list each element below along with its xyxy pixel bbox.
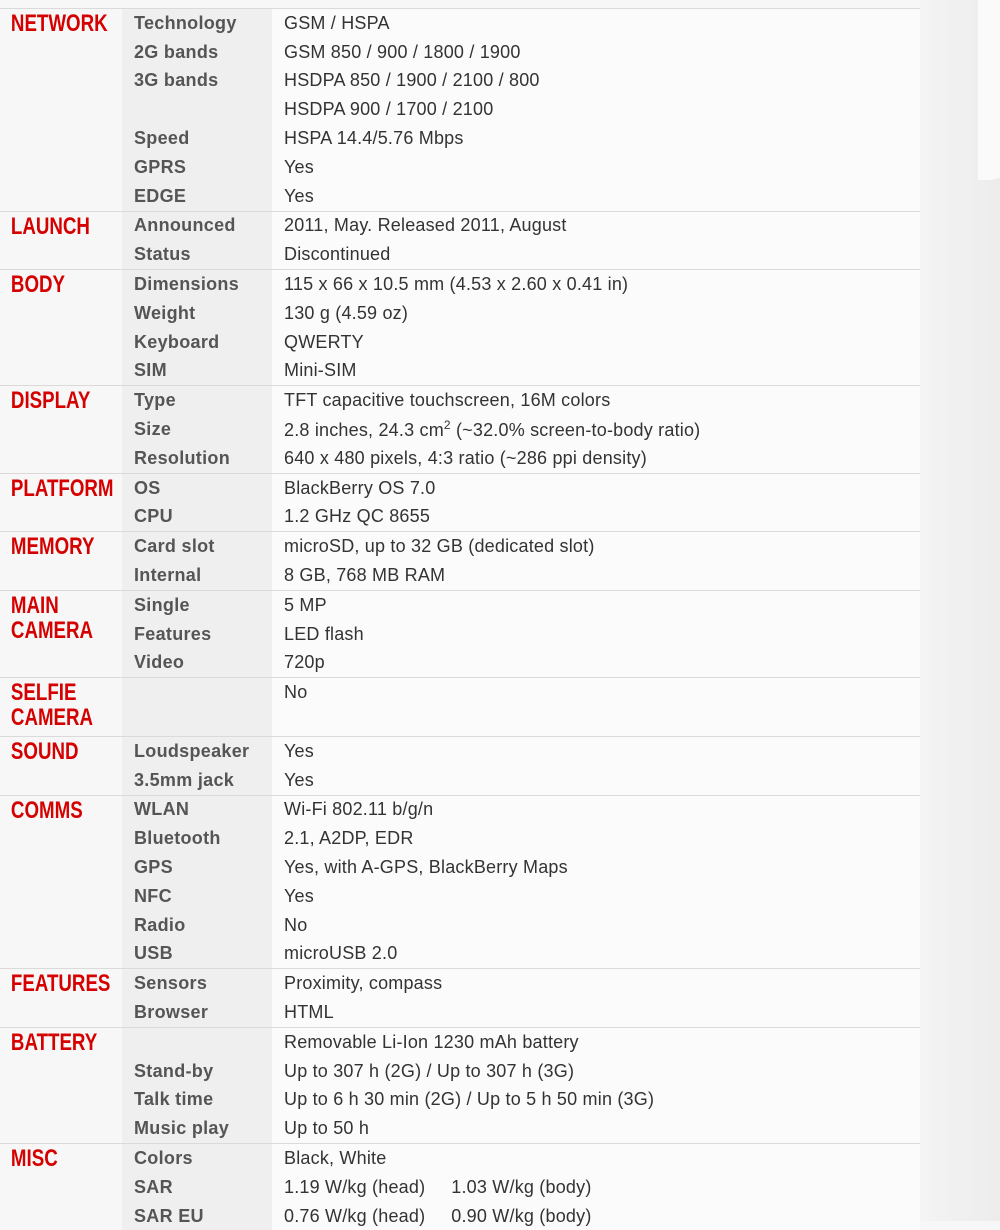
spec-label: Music play [122,1114,272,1143]
spec-row [0,240,920,269]
spec-value: 2.1, A2DP, EDR [272,824,920,853]
spec-value: Mini-SIM [272,357,920,386]
category-heading-word: MEMORY [11,533,95,560]
spec-label: NFC [122,882,272,911]
spec-row [0,1114,920,1143]
spec-value: HSDPA 900 / 1700 / 2100 [272,95,920,124]
category-heading-features [0,969,95,1028]
spec-row [0,299,920,328]
spec-label [122,678,272,707]
spec-row [0,9,920,38]
spec-value: No [272,678,920,707]
spec-value: GSM / HSPA [272,9,920,38]
spec-label: Browser [122,998,272,1027]
spec-label: Features [122,620,272,649]
spec-row [0,940,920,969]
spec-row [0,444,920,473]
spec-row [0,503,920,532]
spec-value: GSM 850 / 900 / 1800 / 1900 [272,38,920,67]
category-heading-word: SOUND [11,738,79,765]
spec-label [122,1027,272,1056]
spec-value: HTML [272,998,920,1027]
category-heading-word: PLATFORM [11,475,114,502]
category-heading-battery [0,1027,95,1143]
spec-label: OS [122,473,272,502]
spec-row [0,1057,920,1086]
spec-value: Yes [272,766,920,795]
spec-label: CPU [122,503,272,532]
spec-label: Status [122,240,272,269]
spec-value: QWERTY [272,328,920,357]
category-heading-selfie-camera [0,678,95,737]
category-heading-main-camera [0,590,95,677]
spec-row [0,415,920,444]
spec-value: 1.19 W/kg (head) 1.03 W/kg (body) [272,1173,920,1202]
category-heading-word: BATTERY [11,1029,97,1056]
spec-row [0,328,920,357]
spec-value [272,415,920,444]
spec-row [0,620,920,649]
spec-label: Video [122,649,272,678]
spec-value: 640 x 480 pixels, 4:3 ratio (~286 ppi density) [272,444,920,473]
spec-label: Radio [122,911,272,940]
category-heading-memory [0,532,95,591]
category-heading-word: NETWORK [11,10,108,37]
spec-value: Yes, with A-GPS, BlackBerry Maps [272,853,920,882]
spec-value: 0.76 W/kg (head) 0.90 W/kg (body) [272,1202,920,1230]
spec-label: Stand-by [122,1057,272,1086]
spec-value: TFT capacitive touchscreen, 16M colors [272,386,920,415]
spec-row [0,38,920,67]
spec-value: Yes [272,182,920,211]
spec-value: BlackBerry OS 7.0 [272,473,920,502]
spec-value: 720p [272,649,920,678]
spec-label: Speed [122,124,272,153]
spec-label: Colors [122,1144,272,1173]
spec-label: Card slot [122,532,272,561]
right-edge-background [920,0,1000,1221]
spec-label: SAR EU [122,1202,272,1230]
spec-value [272,707,920,736]
category-heading-comms [0,795,95,969]
spec-row [0,882,920,911]
category-heading-display [0,386,95,473]
spec-row [0,270,920,299]
spec-row [0,95,920,124]
spec-label: Type [122,386,272,415]
spec-value: Yes [272,882,920,911]
category-heading-word: COMMS [11,797,83,824]
spec-row [0,153,920,182]
spec-label: USB [122,940,272,969]
spec-value: 1.2 GHz QC 8655 [272,503,920,532]
spec-value: 8 GB, 768 MB RAM [272,561,920,590]
category-heading-body [0,270,95,386]
spec-row [0,124,920,153]
spec-value: 2011, May. Released 2011, August [272,211,920,240]
spec-value: Proximity, compass [272,969,920,998]
spec-label: 2G bands [122,38,272,67]
spec-row [0,386,920,415]
spec-row [0,357,920,386]
spec-row [0,707,920,736]
category-heading-word: LAUNCH [11,213,90,240]
spec-label: WLAN [122,795,272,824]
spec-label: EDGE [122,182,272,211]
spec-value: No [272,911,920,940]
spec-label: Single [122,590,272,619]
category-heading-word: BODY [11,271,65,298]
spec-value: Removable Li-Ion 1230 mAh battery [272,1027,920,1056]
spec-label: Size [122,415,272,444]
spec-row [0,824,920,853]
spec-label: Internal [122,561,272,590]
spec-label: Talk time [122,1085,272,1114]
spec-row [0,67,920,96]
spec-row [0,736,920,765]
spec-row [0,1027,920,1056]
category-heading-misc [0,1144,95,1230]
spec-label: GPRS [122,153,272,182]
spec-value: microSD, up to 32 GB (dedicated slot) [272,532,920,561]
spec-row [0,853,920,882]
spec-value: Yes [272,153,920,182]
spec-label: SIM [122,357,272,386]
spec-sheet-table [0,8,920,1230]
spec-value: microUSB 2.0 [272,940,920,969]
spec-value: LED flash [272,620,920,649]
spec-label: Technology [122,9,272,38]
category-heading-word: SELFIE [11,679,77,706]
spec-value: HSPA 14.4/5.76 Mbps [272,124,920,153]
spec-row [0,766,920,795]
spec-row [0,561,920,590]
spec-value: Yes [272,736,920,765]
spec-row [0,473,920,502]
spec-row [0,1202,920,1230]
category-heading-word: CAMERA [11,617,93,644]
spec-row [0,211,920,240]
spec-value-text: 2.8 inches, 24.3 cm [284,420,444,440]
spec-row [0,532,920,561]
spec-row [0,795,920,824]
spec-row [0,590,920,619]
spec-label [122,95,272,124]
spec-value-text-after: (~32.0% screen-to-body ratio) [451,420,701,440]
spec-value: Up to 50 h [272,1114,920,1143]
spec-label: Sensors [122,969,272,998]
spec-value: Wi-Fi 802.11 b/g/n [272,795,920,824]
category-heading-word: FEATURES [11,970,110,997]
spec-value: 5 MP [272,590,920,619]
category-heading-platform [0,473,95,532]
spec-row [0,1173,920,1202]
spec-label: 3G bands [122,67,272,96]
spec-label: Weight [122,299,272,328]
spec-value: 115 x 66 x 10.5 mm (4.53 x 2.60 x 0.41 in) [272,270,920,299]
category-heading-network [0,9,95,212]
spec-label: 3.5mm jack [122,766,272,795]
spec-row [0,998,920,1027]
spec-label: SAR [122,1173,272,1202]
spec-value: HSDPA 850 / 1900 / 2100 / 800 [272,67,920,96]
spec-value: 130 g (4.59 oz) [272,299,920,328]
category-heading-word: CAMERA [11,704,93,731]
spec-row [0,1144,920,1173]
spec-label: Dimensions [122,270,272,299]
spec-label: Announced [122,211,272,240]
spec-row [0,182,920,211]
spec-sheet-body [0,9,920,1230]
spec-row [0,911,920,940]
spec-value: Up to 307 h (2G) / Up to 307 h (3G) [272,1057,920,1086]
category-heading-word: MISC [11,1145,58,1172]
spec-value: Up to 6 h 30 min (2G) / Up to 5 h 50 min (3G) [272,1085,920,1114]
spec-row [0,969,920,998]
spec-label [122,707,272,736]
category-heading-word: MAIN [11,592,59,619]
spec-row [0,1085,920,1114]
spec-row [0,678,920,707]
spec-row [0,649,920,678]
category-heading-word: DISPLAY [11,387,90,414]
spec-value: Black, White [272,1144,920,1173]
spec-value-superscript: 2 [444,418,451,432]
category-heading-launch [0,211,95,270]
spec-value: Discontinued [272,240,920,269]
spec-label: Keyboard [122,328,272,357]
spec-label: Loudspeaker [122,736,272,765]
category-heading-sound [0,736,95,795]
spec-label: GPS [122,853,272,882]
spec-label: Bluetooth [122,824,272,853]
spec-label: Resolution [122,444,272,473]
